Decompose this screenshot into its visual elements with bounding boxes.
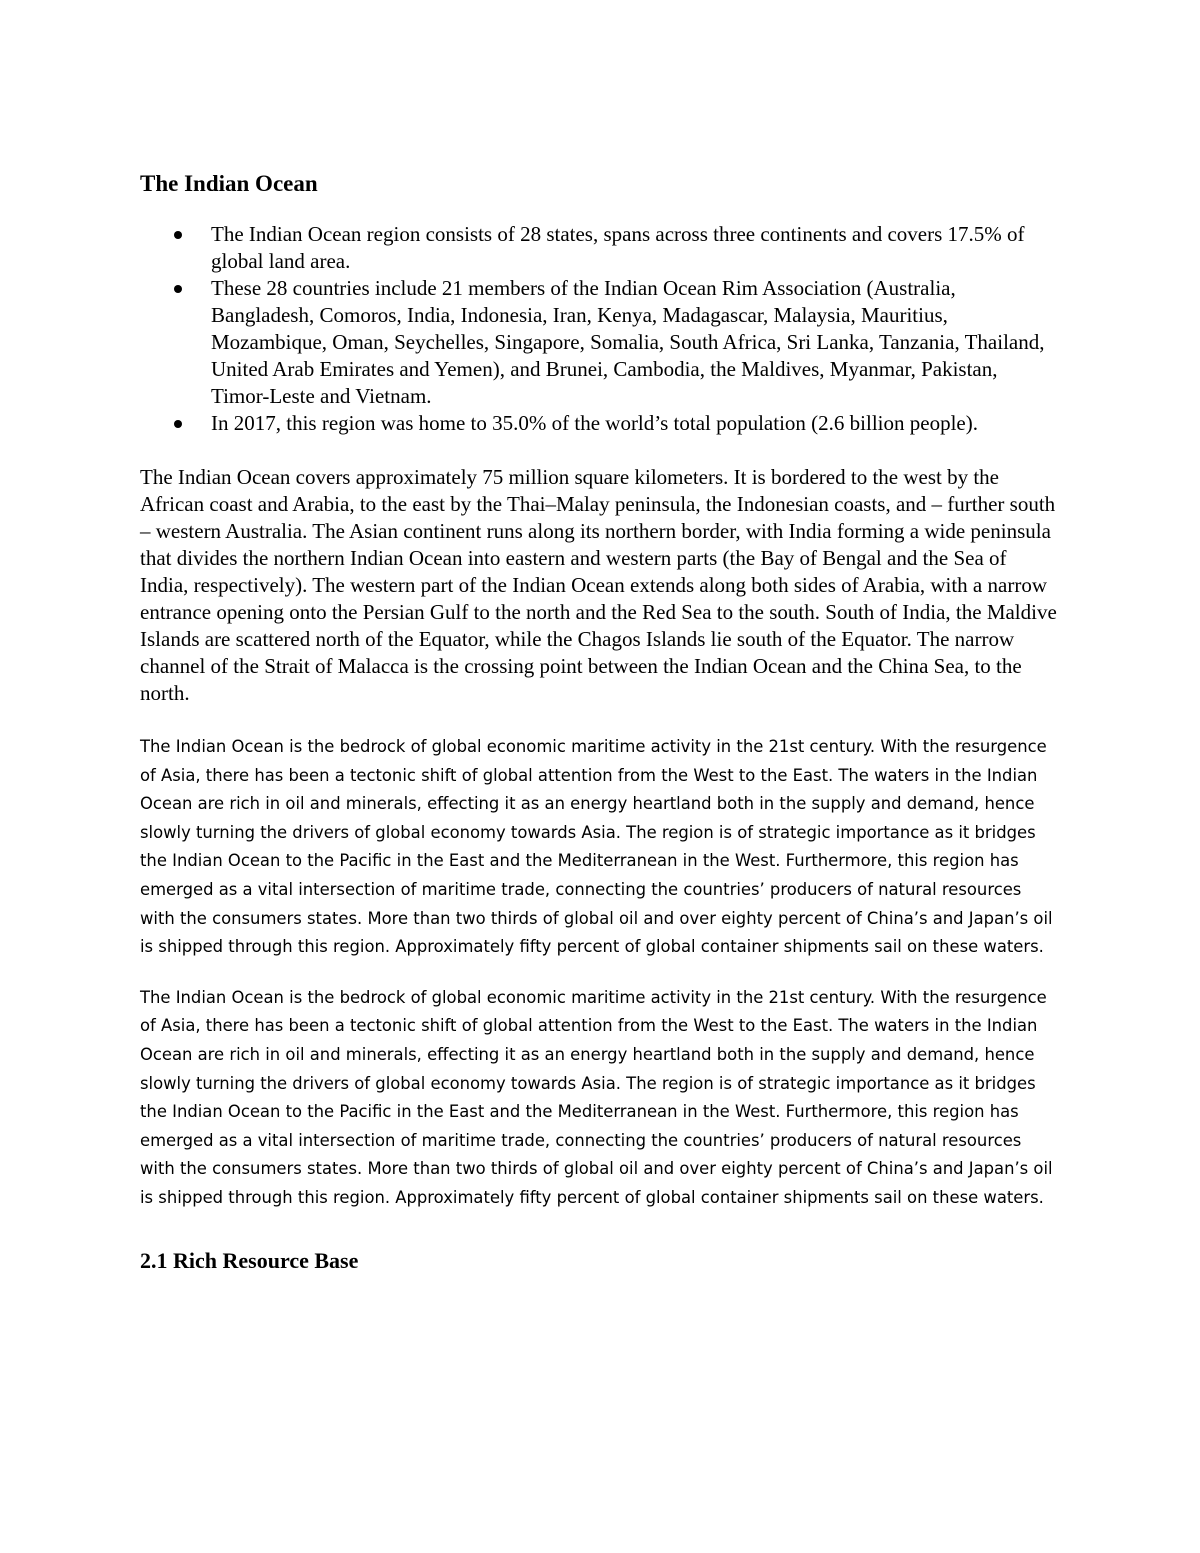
bullet-text: In 2017, this region was home to 35.0% of the world’s total population (2.6 billion people).	[211, 411, 978, 435]
document-title: The Indian Ocean	[140, 171, 318, 196]
bullet-list	[140, 221, 1060, 437]
economic-paragraph: The Indian Ocean is the bedrock of global economic maritime activity in the 21st century. With the resurgence of Asia, there has been a tectonic shift of global attention from the West to the East. The waters in the Indian Ocean are rich in oil and minerals, effecting it as an energy heartland both in the supply and demand, hence slowly turning the drivers of global economy towards Asia. The region is of strategic importance as it bridges the Indian Ocean to the Pacific in the East and the Mediterranean in the West. Furthermore, this region has emerged as a vital intersection of maritime trade, connecting the countries’ producers of natural resources with the consumers states. More than two thirds of global oil and over eighty percent of China’s and Japan’s oil is shipped through this region. Approximately fifty percent of global container shipments sail on these waters.	[140, 737, 1053, 957]
economic-paragraph-repeat: The Indian Ocean is the bedrock of global economic maritime activity in the 21st century. With the resurgence of Asia, there has been a tectonic shift of global attention from the West to the East. The waters in the Indian Ocean are rich in oil and minerals, effecting it as an energy heartland both in the supply and demand, hence slowly turning the drivers of global economy towards Asia. The region is of strategic importance as it bridges the Indian Ocean to the Pacific in the East and the Mediterranean in the West. Furthermore, this region has emerged as a vital intersection of maritime trade, connecting the countries’ producers of natural resources with the consumers states. More than two thirds of global oil and over eighty percent of China’s and Japan’s oil is shipped through this region. Approximately fifty percent of global container shipments sail on these waters.	[140, 987, 1053, 1207]
bullet-dot-icon	[174, 285, 182, 293]
bullet-item	[140, 221, 1060, 275]
bullet-item	[140, 275, 1060, 410]
bullet-text: The Indian Ocean region consists of 28 states, spans across three continents and covers 17.5% of global land area.	[211, 222, 1025, 273]
bullet-text: These 28 countries include 21 members of the Indian Ocean Rim Association (Australia, Bangladesh, Comoros, India, Indonesia, Iran, Kenya, Madagascar, Malaysia, Mauritius, Mozambique, Oman, Seychelles, Singapore, Somalia, South Africa, Sri Lanka, Tanzania, Thailand, United Arab Emirates and Yemen), and Brunei, Cambodia, the Maldives, Myanmar, Pakistan, Timor-Leste and Vietnam.	[211, 276, 1045, 408]
bullet-dot-icon	[174, 420, 182, 428]
bullet-dot-icon	[174, 231, 182, 239]
section-heading: 2.1 Rich Resource Base	[140, 1247, 359, 1273]
geography-paragraph: The Indian Ocean covers approximately 75 million square kilometers. It is bordered to the west by the African coast and Arabia, to the east by the Thai–Malay peninsula, the Indonesian coasts, and – further south – western Australia. The Asian continent runs along its northern border, with India forming a wide peninsula that divides the northern Indian Ocean into eastern and western parts (the Bay of Bengal and the Sea of India, respectively). The western part of the Indian Ocean extends along both sides of Arabia, with a narrow entrance opening onto the Persian Gulf to the north and the Red Sea to the south. South of India, the Maldive Islands are scattered north of the Equator, while the Chagos Islands lie south of the Equator. The narrow channel of the Strait of Malacca is the crossing point between the Indian Ocean and the China Sea, to the north.	[140, 465, 1057, 705]
document-body	[140, 168, 1060, 1276]
bullet-item	[140, 410, 1060, 437]
